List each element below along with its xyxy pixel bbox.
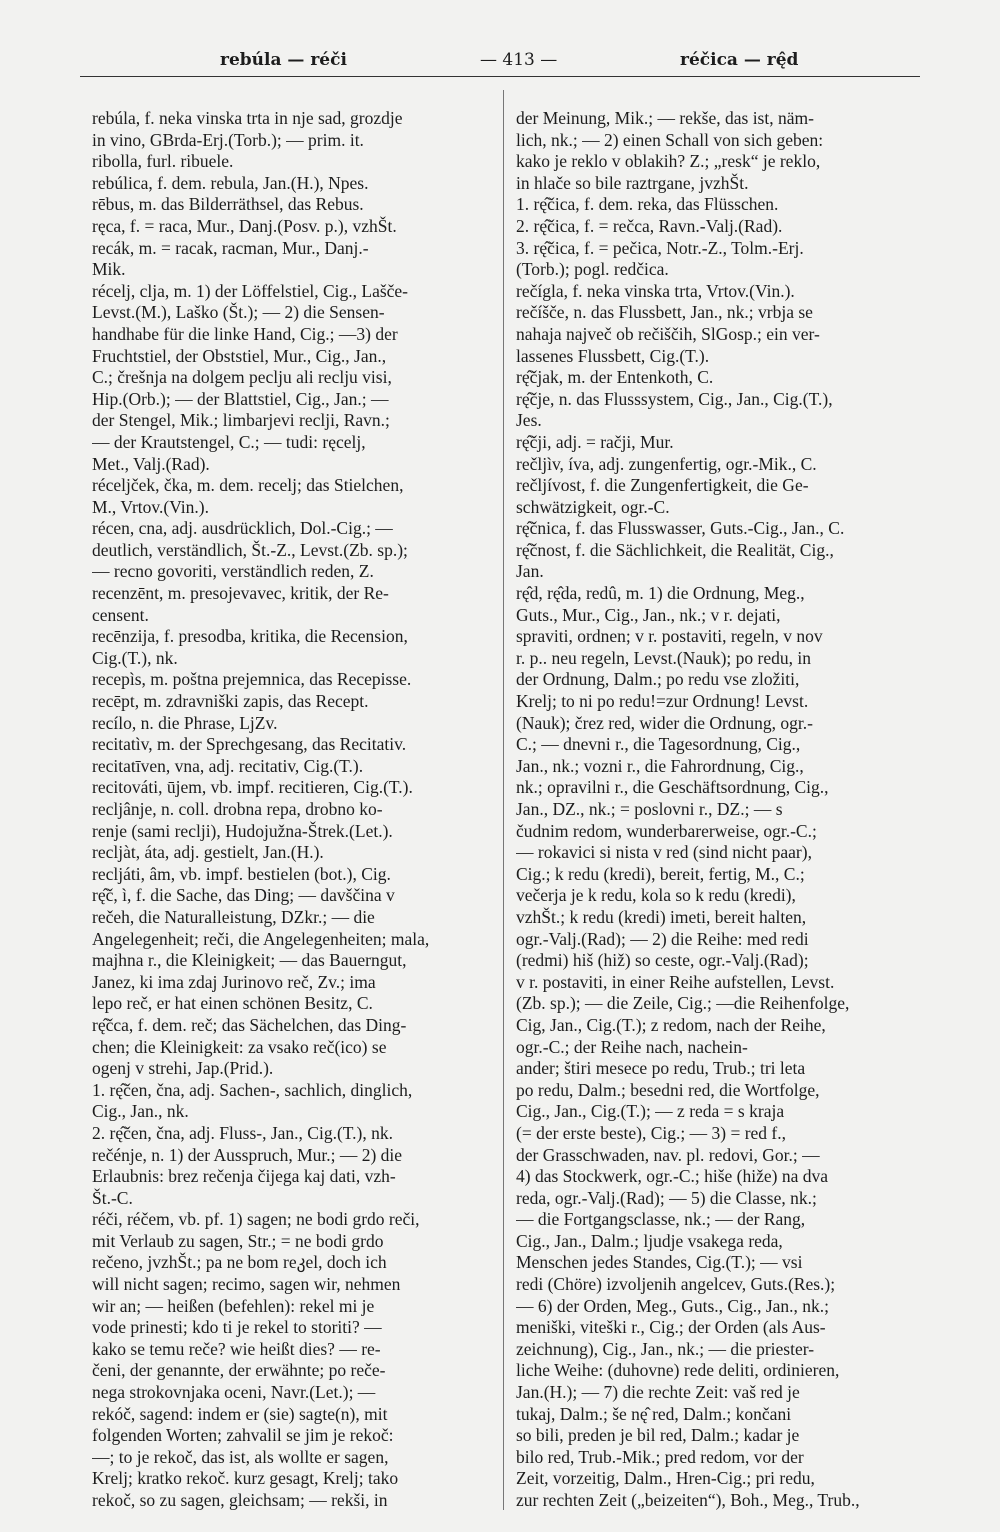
text-line: recljânje, n. coll. drobna repa, drobno ko- (92, 799, 383, 819)
text-line: recēnzija, f. presodba, kritika, die Recension, (92, 626, 408, 647)
text-line: Cig., Jan., nk. (92, 1101, 189, 1122)
text-line: Krelj; kratko rekoč. kurz gesagt, Krelj; tako (92, 1468, 399, 1489)
text-line: Erlaubnis: brez rečenja čijega kaj dati, vzh- (92, 1166, 396, 1187)
text-line: Jan., DZ., nk.; = poslovni r., DZ.; — s (516, 799, 783, 819)
text-line: rečeno, jvzhŠt.; pa ne bom reკel, doch ich (92, 1252, 387, 1273)
text-line: folgenden Worten; zahvalil se jim je rekoč: (92, 1425, 394, 1446)
text-line: mit Verlaub zu sagen, Str.; = ne bodi grdo (92, 1230, 384, 1251)
text-line: rę̂č, ì, f. die Sache, das Ding; — davščina v (92, 885, 395, 906)
text-line: Guts., Mur., Cig., Jan., nk.; v r. dejati, (516, 604, 781, 625)
text-line: rečeh, die Naturalleistung, DZkr.; — die (92, 906, 375, 927)
text-line: will nicht sagen; recimo, sagen wir, nehmen (92, 1274, 401, 1295)
text-line: Cig., Jan., Dalm.; ljudje vsakega reda, (516, 1230, 783, 1251)
text-line: r. p.. neu regeln, Levst.(Nauk); po redu, in (516, 647, 811, 668)
text-line: recitatìv, m. der Sprechgesang, das Recitativ. (92, 734, 407, 755)
text-line: Menschen jedes Standes, Cig.(T.); — vsi (516, 1252, 803, 1273)
text-line: majhna r., die Kleinigkeit; — das Bauerngut, (92, 950, 407, 971)
text-line: der Meinung, Mik.; — rekše, das ist, näm- (516, 108, 814, 128)
text-line: zeichnung), Cig., Jan., nk.; — die priester- (516, 1338, 815, 1359)
text-line: čeni, der genannte, der erwähnte; po reče- (92, 1360, 386, 1381)
text-line: rę̂čnica, f. das Flusswasser, Guts.-Cig., Jan., C. (516, 518, 845, 539)
text-line: recepìs, m. poštna prejemnica, das Recepisse. (92, 669, 412, 690)
text-line: ogr.-C.; der Reihe nach, nachein- (516, 1036, 748, 1057)
text-line: rekoč, so zu sagen, gleichsam; — rekši, in (92, 1490, 388, 1510)
text-line: ogenj v strehi, Jap.(Prid.). (92, 1058, 274, 1079)
text-line: Met., Valj.(Rad). (92, 453, 210, 474)
text-line: 3. rę̂čica, f. = pečica, Notr.-Z., Tolm.-Erj. (516, 237, 804, 258)
text-line: rečljìv, íva, adj. zungenfertig, ogr.-Mik., C. (516, 453, 817, 474)
text-line: rečljívost, f. die Zungenfertigkeit, die Ge- (516, 475, 809, 496)
text-line: redi (Chöre) izvoljenih angelcev, Guts.(Res.); (516, 1274, 836, 1295)
text-line: 2. rę̂čen, čna, adj. Fluss-, Jan., Cig.(T.), nk. (92, 1122, 393, 1143)
text-line: ręca, f. = raca, Mur., Danj.(Posv. p.), vzhŠt. (92, 215, 397, 236)
text-line: censent. (92, 604, 149, 625)
text-line: der Ordnung, Dalm.; po redu vse zložiti, (516, 669, 800, 690)
text-line: in hlače so bile raztrgane, jvzhŠt. (516, 172, 749, 193)
text-line: rebúla, f. neka vinska trta in nje sad, grozdje (92, 108, 403, 128)
text-line: (Nauk); črez red, wider die Ordnung, ogr.- (516, 712, 813, 733)
text-line: recljàt, áta, adj. gestielt, Jan.(H.). (92, 842, 324, 863)
text-line: Janez, ki ima zdaj Jurinovo reč, Zv.; ima (92, 971, 376, 992)
text-line: chen; die Kleinigkeit: za vsako reč(ico) se (92, 1036, 387, 1057)
text-line: Zeit, vorzeitig, Dalm., Hren-Cig.; pri redu, (516, 1468, 815, 1489)
text-line: récelj, clja, m. 1) der Löffelstiel, Cig., Lašče- (92, 280, 409, 301)
text-line: nk.; opravilni r., die Geschäftsordnung, Cig., (516, 777, 829, 798)
text-line: ogr.-Valj.(Rad); — 2) die Reihe: med redi (516, 928, 809, 949)
text-line: tukaj, Dalm.; še nę̂ red, Dalm.; končani (516, 1403, 792, 1424)
text-line: réči, réčem, vb. pf. 1) sagen; ne bodi grdo reči, (92, 1209, 420, 1230)
text-line: recitováti, ūjem, vb. impf. recitieren, Cig.(T.). (92, 777, 413, 798)
text-line: — die Fortgangsclasse, nk.; — der Rang, (516, 1209, 806, 1230)
text-line: Cig.(T.), nk. (92, 647, 178, 668)
text-line: recenzēnt, m. presojevavec, kritik, der Re- (92, 583, 389, 604)
text-line: po redu, Dalm.; besedni red, die Wortfolge, (516, 1079, 820, 1100)
text-line: rečígla, f. neka vinska trta, Vrtov.(Vin.). (516, 280, 795, 301)
text-line: Mik. (92, 259, 126, 280)
header-left-guide-words: rebúla — réči (220, 50, 347, 70)
text-line: Fruchtstiel, der Obststiel, Mur., Cig., Jan., (92, 345, 387, 366)
text-line: liche Weihe: (duhovne) rede deliti, ordinieren, (516, 1360, 840, 1381)
text-line: vzhŠt.; k redu (kredi) imeti, bereit halten, (516, 906, 807, 927)
text-line: bilo red, Trub.-Mik.; pred redom, vor der (516, 1446, 804, 1467)
text-line: — 6) der Orden, Meg., Guts., Cig., Jan., nk.; (516, 1295, 830, 1316)
text-line: recílo, n. die Phrase, LjZv. (92, 712, 278, 733)
text-line: reda, ogr.-Valj.(Rad); — 5) die Classe, nk.; (516, 1187, 817, 1208)
text-line: nega strokovnjaka oceni, Navr.(Let.); — (92, 1382, 376, 1403)
text-line: handhabe für die linke Hand, Cig.; —3) der (92, 323, 398, 344)
text-line: rę̂čjak, m. der Entenkoth, C. (516, 367, 714, 388)
text-line: récen, cna, adj. ausdrücklich, Dol.-Cig.; — (92, 518, 393, 539)
text-line: der Grasschwaden, nav. pl. redovi, Gor.; — (516, 1144, 820, 1165)
text-line: (= der erste beste), Cig.; — 3) = red f., (516, 1122, 787, 1143)
column-divider (503, 90, 504, 1510)
text-line: Cig, Jan., Cig.(T.); z redom, nach der Reihe, (516, 1014, 826, 1035)
text-line: Jes. (516, 410, 542, 431)
text-line: Jan.(H.); — 7) die rechte Zeit: vaš red je (516, 1382, 800, 1403)
text-line: C.; — dnevni r., die Tagesordnung, Cig., (516, 734, 801, 755)
text-line: in vino, GBrda-Erj.(Torb.); — prim. it. (92, 129, 364, 150)
text-line: recitatīven, vna, adj. recitativ, Cig.(T.). (92, 755, 364, 776)
text-line: ribolla, furl. ribuele. (92, 151, 234, 172)
text-line: (Zb. sp.); — die Zeile, Cig.; —die Reihenfolge, (516, 993, 850, 1014)
text-line: 1. rę̂čica, f. dem. reka, das Flüsschen. (516, 194, 779, 215)
text-line: rebúlica, f. dem. rebula, Jan.(H.), Npes. (92, 172, 369, 193)
text-line: M., Vrtov.(Vin.). (92, 496, 209, 517)
text-line: Št.-C. (92, 1187, 133, 1208)
text-line: rę̂čje, n. das Flusssystem, Cig., Jan., Cig.(T.), (516, 388, 833, 409)
text-line: nahaja največ ob rečiščih, SlGosp.; ein ver- (516, 323, 820, 344)
text-line: lepo reč, er hat einen schönen Besitz, C. (92, 993, 373, 1014)
text-line: recák, m. = racak, racman, Mur., Danj.- (92, 237, 369, 258)
text-line: — der Krautstengel, C.; — tudi: ręcelj, (92, 431, 366, 452)
text-line: večerja je k redu, kola so k redu (kredi), (516, 885, 796, 906)
text-line: Jan. (516, 561, 544, 582)
text-line: ander; štiri mesece po redu, Trub.; tri leta (516, 1058, 806, 1079)
text-line: recēpt, m. zdravniški zapis, das Recept. (92, 691, 369, 712)
text-line: (Torb.); pogl. redčica. (516, 259, 669, 280)
text-line: C.; črešnja na dolgem peclju ali reclju visi, (92, 367, 392, 388)
text-line: der Stengel, Mik.; limbarjevi reclji, Ravn.; (92, 410, 390, 431)
text-line: vode prinesti; kdo ti je rekel to storiti? — (92, 1317, 382, 1338)
text-line: — rokavici si nista v red (sind nicht paar), (516, 842, 812, 863)
text-line: Hip.(Orb.); — der Blattstiel, Cig., Jan.; — (92, 388, 389, 409)
text-line: (redmi) hiš (hiž) so ceste, ogr.-Valj.(Rad); (516, 950, 809, 971)
text-line: Krelj; to ni po redu!=zur Ordnung! Levst. (516, 691, 809, 712)
text-line: rę̂čji, adj. = račji, Mur. (516, 431, 674, 452)
right-column (516, 108, 924, 1512)
text-line: rečénje, n. 1) der Ausspruch, Mur.; — 2) die (92, 1144, 403, 1165)
text-line: deutlich, verständlich, Št.-Z., Levst.(Zb. sp.); (92, 539, 408, 560)
text-line: renje (sami reclji), Hudojužna-Štrek.(Let.). (92, 820, 393, 841)
text-line: rę̂d, rę̂da, redû, m. 1) die Ordnung, Meg., (516, 583, 805, 604)
text-line: rēbus, m. das Bilderräthsel, das Rebus. (92, 194, 364, 215)
text-line: réceljček, čka, m. dem. recelj; das Stielchen, (92, 475, 404, 496)
text-line: lassenes Flussbett, Cig.(T.). (516, 345, 710, 366)
text-line: rę̂čca, f. dem. reč; das Sächelchen, das Ding- (92, 1014, 407, 1035)
running-header (80, 46, 920, 77)
text-line: Cig.; k redu (kredi), bereit, fertig, M., C.; (516, 863, 805, 884)
text-line: kako je reklo v oblakih? Z.; „resk“ je reklo, (516, 151, 821, 172)
text-line: zur rechten Zeit („beizeiten“), Boh., Meg., Trub., (516, 1490, 860, 1510)
left-column (92, 108, 492, 1512)
text-line: rekóč, sagend: indem er (sie) sagte(n), mit (92, 1403, 388, 1424)
text-line: rečíšče, n. das Flussbett, Jan., nk.; vrbja se (516, 302, 813, 323)
text-line: Angelegenheit; reči, die Angelegenheiten; mala, (92, 928, 430, 949)
text-line: rę̂čnost, f. die Sächlichkeit, die Realität, Cig., (516, 539, 834, 560)
text-line: 2. rę̂čica, f. = rečca, Ravn.-Valj.(Rad). (516, 215, 783, 236)
text-line: 1. rę̂čen, čna, adj. Sachen-, sachlich, dinglich, (92, 1079, 413, 1100)
text-line: kako se temu reče? wie heißt dies? — re- (92, 1338, 381, 1359)
text-line: Cig., Jan., Cig.(T.); — z reda = s kraja (516, 1101, 785, 1122)
text-line: —; to je rekoč, das ist, als wollte er sagen, (92, 1446, 389, 1467)
text-line: Jan., nk.; vozni r., die Fahrordnung, Cig., (516, 755, 804, 776)
text-line: v r. postaviti, in einer Reihe aufstellen, Levst. (516, 971, 835, 992)
text-line: Levst.(M.), Laško (Št.); — 2) die Sensen- (92, 302, 385, 323)
text-line: — recno govoriti, verständlich reden, Z. (92, 561, 374, 582)
text-line: spraviti, ordnen; v r. postaviti, regeln, v nov (516, 626, 823, 647)
text-line: meniški, viteški r., Cig.; der Orden (als Aus- (516, 1317, 826, 1338)
text-line: recljáti, âm, vb. impf. bestielen (bot.), Cig. (92, 863, 391, 884)
text-line: so bili, preden je bil red, Dalm.; kadar je (516, 1425, 800, 1446)
text-line: 4) das Stockwerk, ogr.-C.; hiše (hiže) na dva (516, 1166, 829, 1187)
header-right-guide-words: réčica — rę̂d (680, 50, 799, 70)
text-line: wir an; — heißen (befehlen): rekel mi je (92, 1295, 375, 1316)
text-line: čudnim redom, wunderbarerweise, ogr.-C.; (516, 820, 817, 841)
text-line: schwätzigkeit, ogr.-C. (516, 496, 670, 517)
page-number: — 413 — (480, 50, 558, 70)
text-line: lich, nk.; — 2) einen Schall von sich geben: (516, 129, 824, 150)
